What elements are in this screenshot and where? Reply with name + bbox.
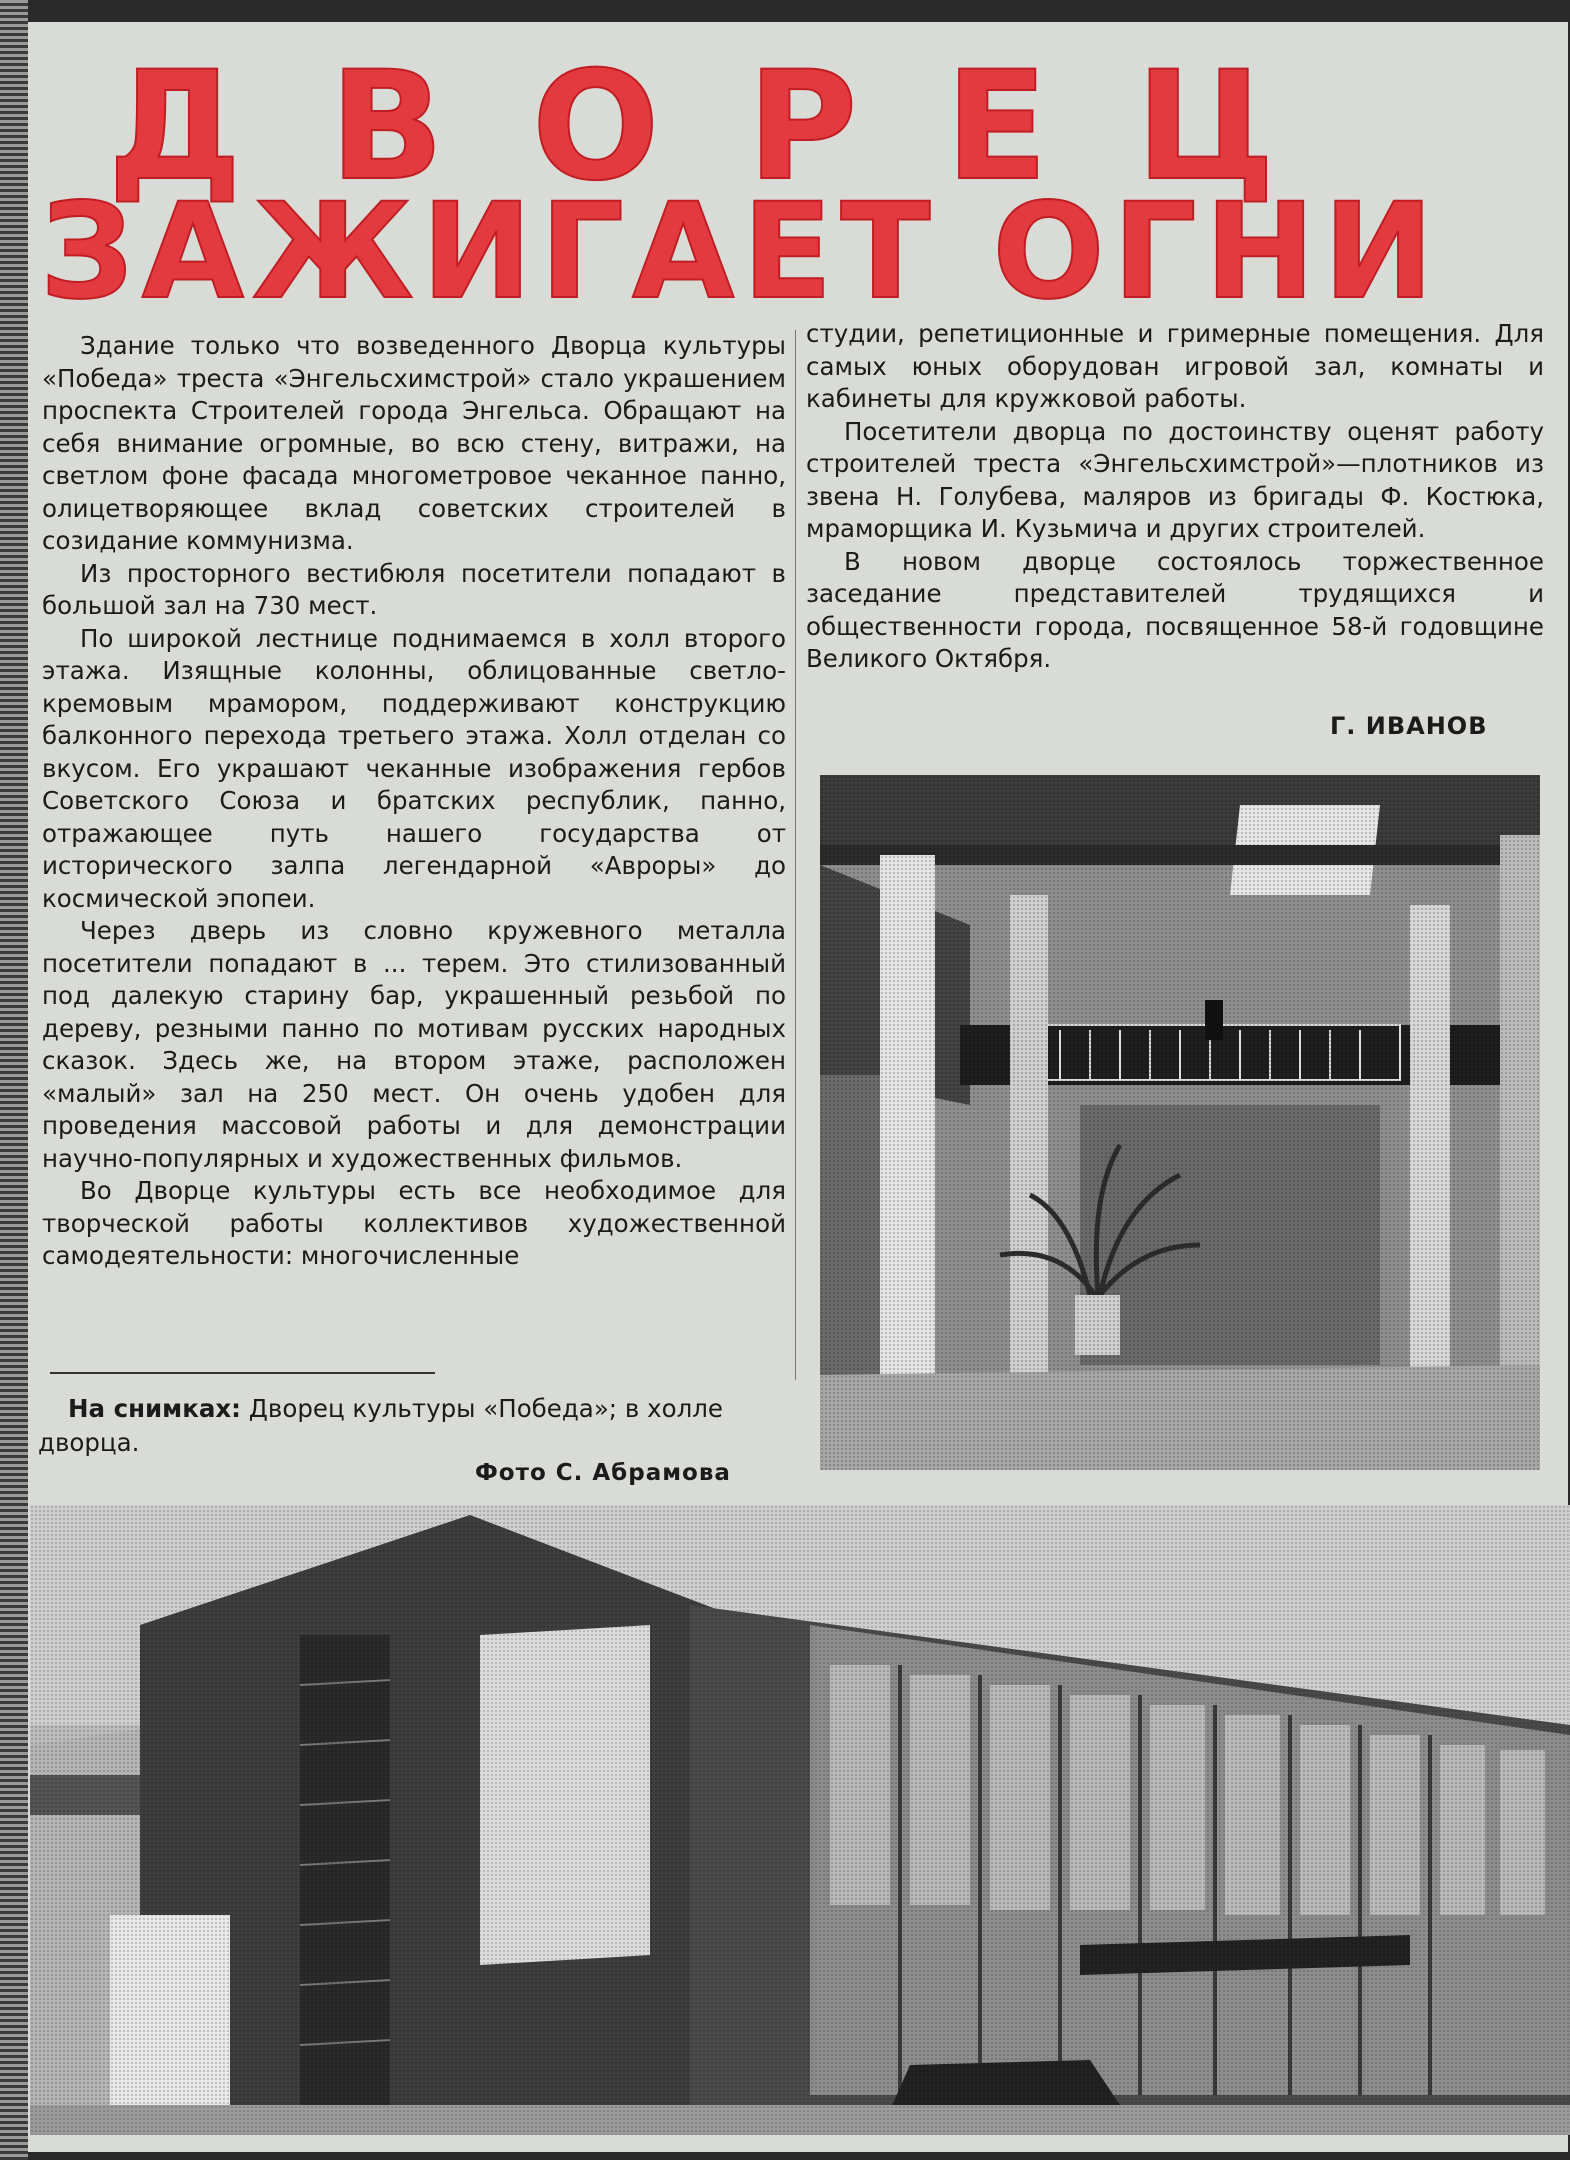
caption-body: Дворец культуры «Победа»; в холле дворца. [38, 1394, 723, 1457]
photo-palace-exterior [30, 1505, 1570, 2135]
caption-rule [50, 1372, 435, 1374]
photo-palace-hall [820, 775, 1540, 1470]
paragraph: Из просторного вестибюля посетители попадают в большой зал на 730 мест. [42, 558, 786, 620]
photo-credit: Фото С. Абрамова [475, 1460, 731, 1486]
paragraph: студии, репетиционные и гримерные помещения. Для самых юных оборудован игровой зал, комнаты и кабинеты для кружковой работы. [806, 319, 1544, 413]
column-divider [795, 330, 796, 1380]
headline-line-2: ЗАЖИГАЕТ ОГНИ [40, 175, 1442, 329]
paragraph: Во Дворце культуры есть все необходимое для творческой работы коллективов художественной самодеятельности: многочисленные [42, 1176, 786, 1270]
paragraph: В новом дворце состоялось торжественное заседание представителей трудящихся и общественности города, посвященное 58-й годовщине Великого Октября. [806, 546, 1544, 673]
scan-left-edge [0, 0, 28, 2160]
paragraph: По широкой лестнице поднимаемся в холл второго этажа. Изящные колонны, облицованные светло-кремовым мрамором, поддерживают конструкцию балконного перехода третьего этажа. Холл отделан со вкусом. Его украшают чеканные изображения гербов Советского Союза и братских республик, панно, отражающее путь нашего государства от исторического залпа легендарной «Авроры» до космической эпопеи. [42, 623, 786, 913]
hall-photo-illustration [820, 775, 1540, 1470]
paragraph: Посетители дворца по достоинству оценят работу строителей треста «Энгельсхимстрой»—плотников из звена Н. Голубева, маляров из бригады Ф. Костюка, мраморщика И. Кузьмича и других строителей. [806, 416, 1544, 543]
headline-line-1: ДВОРЕЦ [108, 40, 1364, 214]
article-column-left [42, 330, 786, 1273]
article-column-right [806, 318, 1544, 676]
photo-caption [38, 1392, 788, 1460]
paragraph: Здание только что возведенного Дворца культуры «Победа» треста «Энгельсхимстрой» стало украшением проспекта Строителей города Энгельса. Обращают на себя внимание огромные, во всю стену, витражи, на светлом фоне фасада многометровое чеканное панно, олицетворяющее вклад советских строителей в созидание коммунизма. [42, 331, 786, 555]
building-photo-illustration [30, 1505, 1570, 2135]
caption-lead: На снимках: [68, 1394, 241, 1423]
author-byline: Г. ИВАНОВ [1330, 712, 1488, 740]
paragraph: Через дверь из словно кружевного металла посетители попадают в ... терем. Это стилизованный под далекую старину бар, украшенный резьбой по дереву, резными панно по мотивам русских народных сказок. Здесь же, на втором этаже, расположен «малый» зал на 250 мест. Он очень удобен для проведения массовой работы и для демонстрации научно-популярных и художественных фильмов. [42, 916, 786, 1173]
caption-text [38, 1392, 788, 1460]
